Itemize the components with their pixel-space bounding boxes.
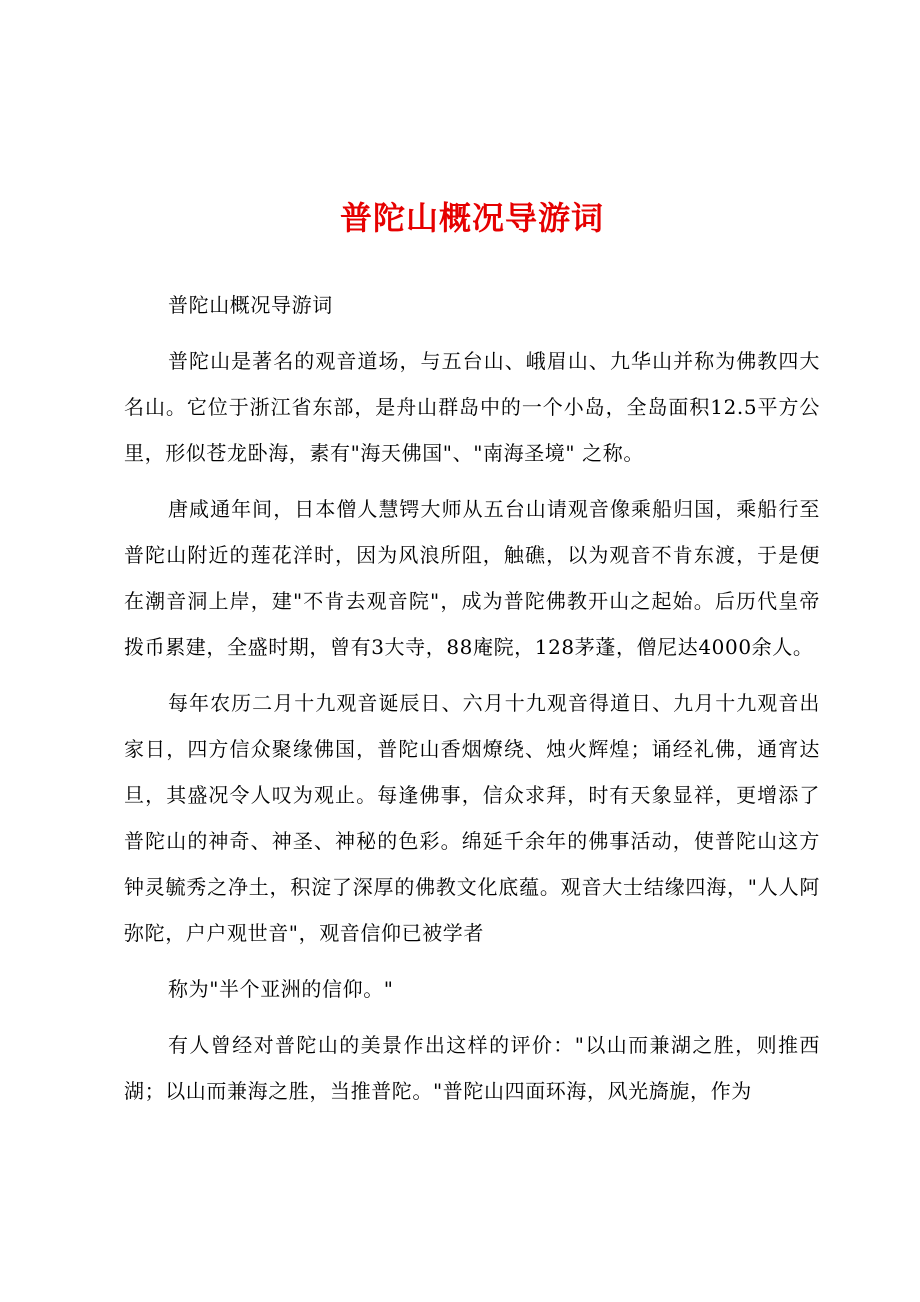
paragraph-history: 唐咸通年间，日本僧人慧锷大师从五台山请观音像乘船归国，乘船行至普陀山附近的莲花洋时，因为风浪所阻，触礁，以为观音不肯东渡，于是便在潮音洞上岸，建"不肯去观音院"，成为普陀佛教开山之起始。后历代皇帝拨币累建，全盛时期，曾有3大寺，88庵院，128茅蓬，僧尼达4000余人。	[124, 497, 820, 659]
paragraph-festivals: 每年农历二月十九观音诞辰日、六月十九观音得道日、九月十九观音出家日，四方信众聚缘佛国，普陀山香烟燎绕、烛火辉煌；诵经礼佛，通宵达旦，其盛况令人叹为观止。每逢佛事，信众求拜，时有天象显祥，更增添了普陀山的神奇、神圣、神秘的色彩。绵延千余年的佛事活动，使普陀山这方钟灵毓秀之净土，积淀了深厚的佛教文化底蕴。观音大士结缘四海，"人人阿弥陀，户户观世音"，观音信仰已被学者	[124, 691, 820, 945]
paragraph-scenery: 有人曾经对普陀山的美景作出这样的评价："以山而兼湖之胜，则推西湖；以山而兼海之胜，当推普陀。"普陀山四面环海，风光旖旎，作为	[124, 1033, 820, 1103]
paragraph-overview: 普陀山是著名的观音道场，与五台山、峨眉山、九华山并称为佛教四大名山。它位于浙江省东部，是舟山群岛中的一个小岛，全岛面积12.5平方公里，形似苍龙卧海，素有"海天佛国"、"南海圣境" 之称。	[124, 349, 820, 465]
document-title: 普陀山概况导游词	[339, 199, 604, 237]
paragraph-faith-quote: 称为"半个亚洲的信仰。"	[168, 977, 394, 1001]
paragraph-subtitle: 普陀山概况导游词	[168, 293, 333, 317]
